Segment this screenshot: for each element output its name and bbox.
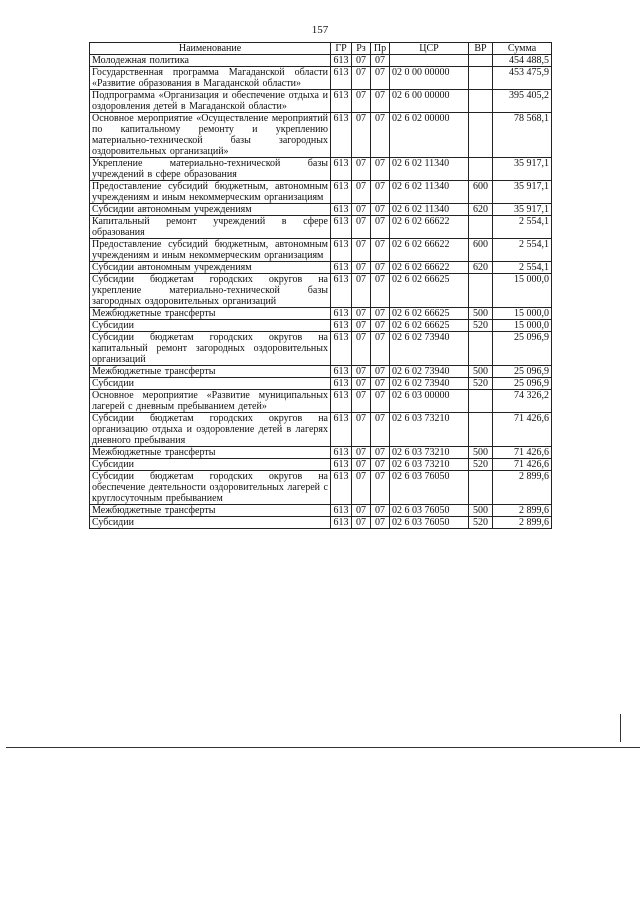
- cell-pr: 07: [371, 308, 390, 320]
- cell-sum: 35 917,1: [493, 158, 552, 181]
- cell-gr: 613: [331, 113, 352, 158]
- cell-vr: 500: [469, 366, 493, 378]
- cell-name: Государственная программа Магаданской области «Развитие образования в Магаданской области»: [90, 67, 331, 90]
- cell-gr: 613: [331, 413, 352, 447]
- cell-sum: 15 000,0: [493, 308, 552, 320]
- cell-rz: 07: [352, 332, 371, 366]
- cell-name: Субсидии: [90, 517, 331, 529]
- cell-rz: 07: [352, 320, 371, 332]
- cell-vr: 500: [469, 505, 493, 517]
- cell-sum: 2 554,1: [493, 262, 552, 274]
- cell-vr: 520: [469, 320, 493, 332]
- cell-csr: 02 6 02 11340: [390, 204, 469, 216]
- cell-rz: 07: [352, 216, 371, 239]
- cell-name: Капитальный ремонт учреждений в сфере образования: [90, 216, 331, 239]
- cell-gr: 613: [331, 274, 352, 308]
- cell-csr: 02 6 03 73210: [390, 447, 469, 459]
- cell-vr: 600: [469, 181, 493, 204]
- cell-sum: 454 488,5: [493, 55, 552, 67]
- table-row: [90, 181, 552, 204]
- cell-gr: 613: [331, 67, 352, 90]
- table-row: [90, 332, 552, 366]
- cell-vr: [469, 158, 493, 181]
- cell-gr: 613: [331, 517, 352, 529]
- cell-gr: 613: [331, 447, 352, 459]
- cell-sum: 453 475,9: [493, 67, 552, 90]
- cell-rz: 07: [352, 413, 371, 447]
- cell-vr: 500: [469, 308, 493, 320]
- cell-name: Субсидии автономным учреждениям: [90, 262, 331, 274]
- cell-name: Субсидии: [90, 459, 331, 471]
- cell-sum: 2 554,1: [493, 239, 552, 262]
- cell-vr: [469, 274, 493, 308]
- cell-pr: 07: [371, 67, 390, 90]
- cell-gr: 613: [331, 308, 352, 320]
- cell-pr: 07: [371, 505, 390, 517]
- cell-pr: 07: [371, 204, 390, 216]
- header-gr: ГР: [331, 43, 352, 55]
- cell-vr: [469, 332, 493, 366]
- cell-rz: 07: [352, 67, 371, 90]
- cell-gr: 613: [331, 505, 352, 517]
- cell-pr: 07: [371, 320, 390, 332]
- cell-name: Основное мероприятие «Развитие муниципальных лагерей с дневным пребыванием детей»: [90, 390, 331, 413]
- cell-sum: 15 000,0: [493, 274, 552, 308]
- cell-pr: 07: [371, 158, 390, 181]
- cell-vr: 520: [469, 459, 493, 471]
- cell-gr: 613: [331, 216, 352, 239]
- cell-csr: 02 6 02 73940: [390, 332, 469, 366]
- table-header: [90, 43, 552, 55]
- cell-pr: 07: [371, 447, 390, 459]
- cell-rz: 07: [352, 366, 371, 378]
- cell-rz: 07: [352, 517, 371, 529]
- cell-vr: 620: [469, 262, 493, 274]
- cell-name: Субсидии автономным учреждениям: [90, 204, 331, 216]
- cell-pr: 07: [371, 459, 390, 471]
- cell-csr: 02 6 02 11340: [390, 181, 469, 204]
- cell-vr: 600: [469, 239, 493, 262]
- table-row: [90, 308, 552, 320]
- cell-vr: 520: [469, 378, 493, 390]
- cell-gr: 613: [331, 378, 352, 390]
- cell-gr: 613: [331, 366, 352, 378]
- cell-rz: 07: [352, 505, 371, 517]
- cell-name: Межбюджетные трансферты: [90, 505, 331, 517]
- cell-vr: [469, 113, 493, 158]
- table-row: [90, 216, 552, 239]
- cell-pr: 07: [371, 332, 390, 366]
- cell-pr: 07: [371, 216, 390, 239]
- cell-pr: 07: [371, 181, 390, 204]
- cell-rz: 07: [352, 459, 371, 471]
- cell-rz: 07: [352, 378, 371, 390]
- table-row: [90, 378, 552, 390]
- header-sum: Сумма: [493, 43, 552, 55]
- cell-name: Предоставление субсидий бюджетным, автономным учреждениям и иным некоммерческим организациям: [90, 181, 331, 204]
- cell-pr: 07: [371, 471, 390, 505]
- cell-gr: 613: [331, 158, 352, 181]
- cell-name: Основное мероприятие «Осуществление мероприятий по капитальному ремонту и укреплению материально-технической базы загородных оздоровительных организаций»: [90, 113, 331, 158]
- cell-rz: 07: [352, 471, 371, 505]
- cell-name: Межбюджетные трансферты: [90, 366, 331, 378]
- cell-rz: 07: [352, 262, 371, 274]
- cell-sum: 2 899,6: [493, 517, 552, 529]
- cell-rz: 07: [352, 204, 371, 216]
- cell-vr: [469, 413, 493, 447]
- cell-rz: 07: [352, 181, 371, 204]
- cell-pr: 07: [371, 378, 390, 390]
- table-row: [90, 459, 552, 471]
- table-row: [90, 113, 552, 158]
- cell-sum: 25 096,9: [493, 378, 552, 390]
- cell-name: Субсидии: [90, 378, 331, 390]
- cell-name: Молодежная политика: [90, 55, 331, 67]
- table-row: [90, 204, 552, 216]
- table-row: [90, 262, 552, 274]
- cell-vr: 500: [469, 447, 493, 459]
- cell-pr: 07: [371, 113, 390, 158]
- cell-csr: 02 6 03 73210: [390, 413, 469, 447]
- table-body: [90, 55, 552, 529]
- cell-gr: 613: [331, 262, 352, 274]
- header-rz: Рз: [352, 43, 371, 55]
- cell-rz: 07: [352, 308, 371, 320]
- cell-csr: 02 6 00 00000: [390, 90, 469, 113]
- cell-vr: [469, 216, 493, 239]
- table-row: [90, 158, 552, 181]
- cell-pr: 07: [371, 413, 390, 447]
- cell-name: Субсидии бюджетам городских округов на организацию отдыха и оздоровление детей в лагерях дневного пребывания: [90, 413, 331, 447]
- table-row: [90, 471, 552, 505]
- cell-gr: 613: [331, 239, 352, 262]
- cell-gr: 613: [331, 471, 352, 505]
- cell-pr: 07: [371, 390, 390, 413]
- cell-csr: 02 0 00 00000: [390, 67, 469, 90]
- cell-rz: 07: [352, 447, 371, 459]
- cell-sum: 78 568,1: [493, 113, 552, 158]
- cell-csr: 02 6 02 66625: [390, 320, 469, 332]
- table-row: [90, 413, 552, 447]
- cell-csr: 02 6 02 66622: [390, 262, 469, 274]
- cell-name: Межбюджетные трансферты: [90, 308, 331, 320]
- cell-sum: 71 426,6: [493, 447, 552, 459]
- table-row: [90, 55, 552, 67]
- cell-pr: 07: [371, 90, 390, 113]
- cell-csr: 02 6 03 73210: [390, 459, 469, 471]
- cell-rz: 07: [352, 390, 371, 413]
- table-row: [90, 517, 552, 529]
- cell-csr: 02 6 02 66625: [390, 308, 469, 320]
- cell-csr: 02 6 02 73940: [390, 366, 469, 378]
- cell-sum: 395 405,2: [493, 90, 552, 113]
- cell-sum: 35 917,1: [493, 204, 552, 216]
- page-number: 157: [311, 24, 329, 36]
- cell-name: Субсидии: [90, 320, 331, 332]
- table-row: [90, 67, 552, 90]
- cell-gr: 613: [331, 55, 352, 67]
- table-row: [90, 366, 552, 378]
- cell-vr: [469, 471, 493, 505]
- cell-vr: [469, 390, 493, 413]
- cell-name: Субсидии бюджетам городских округов на обеспечение деятельности оздоровительных лагерей с круглосуточным пребыванием: [90, 471, 331, 505]
- header-vr: ВР: [469, 43, 493, 55]
- cell-pr: 07: [371, 274, 390, 308]
- cell-sum: 25 096,9: [493, 366, 552, 378]
- cell-sum: 25 096,9: [493, 332, 552, 366]
- cell-rz: 07: [352, 90, 371, 113]
- table-row: [90, 320, 552, 332]
- cell-vr: [469, 67, 493, 90]
- cell-csr: 02 6 02 66622: [390, 216, 469, 239]
- cell-rz: 07: [352, 158, 371, 181]
- header-pr: Пр: [371, 43, 390, 55]
- cell-name: Подпрограмма «Организация и обеспечение отдыха и оздоровления детей в Магаданской области»: [90, 90, 331, 113]
- cell-gr: 613: [331, 332, 352, 366]
- table-row: [90, 447, 552, 459]
- cell-pr: 07: [371, 262, 390, 274]
- cell-name: Субсидии бюджетам городских округов на укрепление материально-технической базы загородных оздоровительных организаций: [90, 274, 331, 308]
- cell-csr: 02 6 02 66625: [390, 274, 469, 308]
- cell-gr: 613: [331, 204, 352, 216]
- table-row: [90, 390, 552, 413]
- cell-rz: 07: [352, 113, 371, 158]
- cell-name: Укрепление материально-технической базы учреждений в сфере образования: [90, 158, 331, 181]
- cell-sum: 71 426,6: [493, 413, 552, 447]
- cell-rz: 07: [352, 274, 371, 308]
- cell-sum: 2 899,6: [493, 471, 552, 505]
- table-row: [90, 274, 552, 308]
- cell-sum: 74 326,2: [493, 390, 552, 413]
- page-divider: [6, 747, 640, 748]
- cell-csr: 02 6 03 76050: [390, 517, 469, 529]
- margin-mark: [620, 714, 621, 742]
- cell-rz: 07: [352, 55, 371, 67]
- cell-gr: 613: [331, 320, 352, 332]
- cell-pr: 07: [371, 55, 390, 67]
- cell-csr: 02 6 03 00000: [390, 390, 469, 413]
- header-name: Наименование: [90, 43, 331, 55]
- cell-pr: 07: [371, 366, 390, 378]
- cell-csr: [390, 55, 469, 67]
- cell-name: Предоставление субсидий бюджетным, автономным учреждениям и иным некоммерческим организациям: [90, 239, 331, 262]
- cell-csr: 02 6 02 73940: [390, 378, 469, 390]
- cell-vr: [469, 90, 493, 113]
- cell-csr: 02 6 02 66622: [390, 239, 469, 262]
- table-row: [90, 505, 552, 517]
- table-row: [90, 90, 552, 113]
- cell-csr: 02 6 02 11340: [390, 158, 469, 181]
- header-row: [90, 43, 552, 55]
- cell-sum: 2 554,1: [493, 216, 552, 239]
- cell-rz: 07: [352, 239, 371, 262]
- cell-gr: 613: [331, 181, 352, 204]
- header-csr: ЦСР: [390, 43, 469, 55]
- cell-sum: 2 899,6: [493, 505, 552, 517]
- cell-csr: 02 6 03 76050: [390, 505, 469, 517]
- cell-sum: 71 426,6: [493, 459, 552, 471]
- cell-csr: 02 6 02 00000: [390, 113, 469, 158]
- cell-sum: 35 917,1: [493, 181, 552, 204]
- cell-csr: 02 6 03 76050: [390, 471, 469, 505]
- cell-gr: 613: [331, 90, 352, 113]
- cell-name: Межбюджетные трансферты: [90, 447, 331, 459]
- cell-vr: 520: [469, 517, 493, 529]
- cell-name: Субсидии бюджетам городских округов на капитальный ремонт загородных оздоровительных организаций: [90, 332, 331, 366]
- cell-gr: 613: [331, 390, 352, 413]
- table-row: [90, 239, 552, 262]
- cell-pr: 07: [371, 239, 390, 262]
- cell-gr: 613: [331, 459, 352, 471]
- cell-sum: 15 000,0: [493, 320, 552, 332]
- cell-pr: 07: [371, 517, 390, 529]
- cell-vr: [469, 55, 493, 67]
- cell-vr: 620: [469, 204, 493, 216]
- budget-table: [89, 42, 552, 529]
